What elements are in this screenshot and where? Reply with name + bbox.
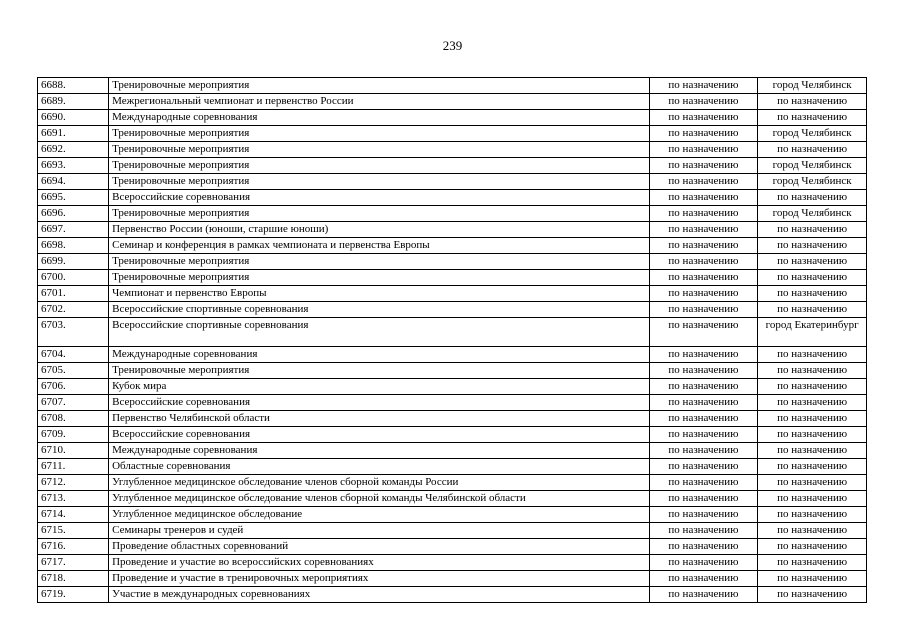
event-name-cell: Семинары тренеров и судей (109, 523, 649, 539)
table-row (38, 411, 867, 427)
table-row (38, 222, 867, 238)
venue-cell: по назначению (649, 206, 758, 222)
event-name-cell: Чемпионат и первенство Европы (109, 286, 649, 302)
event-name-cell: Всероссийские соревнования (109, 190, 649, 206)
table-row (38, 254, 867, 270)
row-number-cell: 6691. (38, 126, 109, 142)
venue-cell: по назначению (649, 238, 758, 254)
events-table-body (38, 78, 867, 603)
location-cell: по назначению (758, 254, 867, 270)
event-name-cell: Тренировочные мероприятия (109, 270, 649, 286)
row-number-cell: 6700. (38, 270, 109, 286)
table-row (38, 174, 867, 190)
event-name-cell: Тренировочные мероприятия (109, 174, 649, 190)
row-number-cell: 6703. (38, 318, 109, 347)
table-row (38, 110, 867, 126)
venue-cell: по назначению (649, 126, 758, 142)
venue-cell: по назначению (649, 523, 758, 539)
table-row (38, 190, 867, 206)
table-row (38, 158, 867, 174)
venue-cell: по назначению (649, 318, 758, 347)
event-name-cell: Тренировочные мероприятия (109, 363, 649, 379)
location-cell: по назначению (758, 363, 867, 379)
location-cell: по назначению (758, 395, 867, 411)
location-cell: город Челябинск (758, 158, 867, 174)
venue-cell: по назначению (649, 411, 758, 427)
table-row (38, 142, 867, 158)
events-table (37, 77, 867, 603)
venue-cell: по назначению (649, 142, 758, 158)
row-number-cell: 6692. (38, 142, 109, 158)
location-cell: по назначению (758, 443, 867, 459)
row-number-cell: 6696. (38, 206, 109, 222)
table-row (38, 555, 867, 571)
event-name-cell: Всероссийские спортивные соревнования (109, 302, 649, 318)
table-row (38, 347, 867, 363)
table-row (38, 318, 867, 347)
table-row (38, 94, 867, 110)
event-name-cell: Всероссийские соревнования (109, 395, 649, 411)
row-number-cell: 6695. (38, 190, 109, 206)
venue-cell: по назначению (649, 427, 758, 443)
location-cell: город Челябинск (758, 206, 867, 222)
row-number-cell: 6709. (38, 427, 109, 443)
table-row (38, 395, 867, 411)
event-name-cell: Участие в международных соревнованиях (109, 587, 649, 603)
page-number: 239 (442, 38, 463, 53)
venue-cell: по назначению (649, 443, 758, 459)
table-row (38, 379, 867, 395)
table-row (38, 475, 867, 491)
event-name-cell: Первенство России (юноши, старшие юноши) (109, 222, 649, 238)
table-row (38, 507, 867, 523)
venue-cell: по назначению (649, 347, 758, 363)
location-cell: по назначению (758, 238, 867, 254)
event-name-cell: Кубок мира (109, 379, 649, 395)
venue-cell: по назначению (649, 491, 758, 507)
event-name-cell: Всероссийские спортивные соревнования (109, 318, 649, 347)
table-row (38, 523, 867, 539)
row-number-cell: 6707. (38, 395, 109, 411)
venue-cell: по назначению (649, 507, 758, 523)
event-name-cell: Тренировочные мероприятия (109, 254, 649, 270)
location-cell: по назначению (758, 347, 867, 363)
table-row (38, 587, 867, 603)
location-cell: по назначению (758, 302, 867, 318)
row-number-cell: 6716. (38, 539, 109, 555)
location-cell: по назначению (758, 475, 867, 491)
location-cell: по назначению (758, 94, 867, 110)
table-row (38, 427, 867, 443)
venue-cell: по назначению (649, 158, 758, 174)
event-name-cell: Межрегиональный чемпионат и первенство России (109, 94, 649, 110)
venue-cell: по назначению (649, 475, 758, 491)
venue-cell: по назначению (649, 539, 758, 555)
table-row (38, 363, 867, 379)
venue-cell: по назначению (649, 110, 758, 126)
event-name-cell: Областные соревнования (109, 459, 649, 475)
venue-cell: по назначению (649, 270, 758, 286)
row-number-cell: 6715. (38, 523, 109, 539)
event-name-cell: Тренировочные мероприятия (109, 78, 649, 94)
event-name-cell: Тренировочные мероприятия (109, 158, 649, 174)
location-cell: город Челябинск (758, 126, 867, 142)
location-cell: по назначению (758, 110, 867, 126)
table-row (38, 206, 867, 222)
row-number-cell: 6711. (38, 459, 109, 475)
row-number-cell: 6702. (38, 302, 109, 318)
location-cell: город Челябинск (758, 78, 867, 94)
table-row (38, 270, 867, 286)
location-cell: город Екатеринбург (758, 318, 867, 347)
venue-cell: по назначению (649, 78, 758, 94)
venue-cell: по назначению (649, 222, 758, 238)
table-row (38, 238, 867, 254)
row-number-cell: 6697. (38, 222, 109, 238)
event-name-cell: Международные соревнования (109, 443, 649, 459)
event-name-cell: Тренировочные мероприятия (109, 126, 649, 142)
venue-cell: по назначению (649, 174, 758, 190)
row-number-cell: 6706. (38, 379, 109, 395)
table-row (38, 491, 867, 507)
row-number-cell: 6689. (38, 94, 109, 110)
location-cell: по назначению (758, 571, 867, 587)
table-row (38, 571, 867, 587)
location-cell: по назначению (758, 555, 867, 571)
event-name-cell: Тренировочные мероприятия (109, 142, 649, 158)
venue-cell: по назначению (649, 302, 758, 318)
row-number-cell: 6694. (38, 174, 109, 190)
row-number-cell: 6704. (38, 347, 109, 363)
venue-cell: по назначению (649, 571, 758, 587)
row-number-cell: 6713. (38, 491, 109, 507)
row-number-cell: 6690. (38, 110, 109, 126)
event-name-cell: Проведение и участие во всероссийских соревнованиях (109, 555, 649, 571)
location-cell: по назначению (758, 379, 867, 395)
event-name-cell: Международные соревнования (109, 110, 649, 126)
row-number-cell: 6693. (38, 158, 109, 174)
row-number-cell: 6698. (38, 238, 109, 254)
venue-cell: по назначению (649, 94, 758, 110)
event-name-cell: Всероссийские соревнования (109, 427, 649, 443)
event-name-cell: Проведение областных соревнований (109, 539, 649, 555)
venue-cell: по назначению (649, 555, 758, 571)
event-name-cell: Углубленное медицинское обследование членов сборной команды России (109, 475, 649, 491)
row-number-cell: 6710. (38, 443, 109, 459)
event-name-cell: Семинар и конференция в рамках чемпионата и первенства Европы (109, 238, 649, 254)
location-cell: по назначению (758, 142, 867, 158)
row-number-cell: 6699. (38, 254, 109, 270)
location-cell: по назначению (758, 222, 867, 238)
row-number-cell: 6717. (38, 555, 109, 571)
location-cell: по назначению (758, 411, 867, 427)
location-cell: по назначению (758, 539, 867, 555)
event-name-cell: Углубленное медицинское обследование (109, 507, 649, 523)
venue-cell: по назначению (649, 190, 758, 206)
venue-cell: по назначению (649, 587, 758, 603)
row-number-cell: 6701. (38, 286, 109, 302)
venue-cell: по назначению (649, 459, 758, 475)
event-name-cell: Тренировочные мероприятия (109, 206, 649, 222)
location-cell: город Челябинск (758, 174, 867, 190)
venue-cell: по назначению (649, 395, 758, 411)
location-cell: по назначению (758, 190, 867, 206)
event-name-cell: Углубленное медицинское обследование членов сборной команды Челябинской области (109, 491, 649, 507)
table-row (38, 459, 867, 475)
event-name-cell: Первенство Челябинской области (109, 411, 649, 427)
event-name-cell: Проведение и участие в тренировочных мероприятиях (109, 571, 649, 587)
location-cell: по назначению (758, 286, 867, 302)
location-cell: по назначению (758, 523, 867, 539)
event-name-cell: Международные соревнования (109, 347, 649, 363)
venue-cell: по назначению (649, 254, 758, 270)
table-row (38, 78, 867, 94)
location-cell: по назначению (758, 459, 867, 475)
location-cell: по назначению (758, 270, 867, 286)
row-number-cell: 6712. (38, 475, 109, 491)
row-number-cell: 6708. (38, 411, 109, 427)
location-cell: по назначению (758, 507, 867, 523)
venue-cell: по назначению (649, 379, 758, 395)
table-row (38, 539, 867, 555)
venue-cell: по назначению (649, 363, 758, 379)
row-number-cell: 6705. (38, 363, 109, 379)
table-row (38, 286, 867, 302)
venue-cell: по назначению (649, 286, 758, 302)
location-cell: по назначению (758, 491, 867, 507)
table-row (38, 302, 867, 318)
location-cell: по назначению (758, 587, 867, 603)
row-number-cell: 6719. (38, 587, 109, 603)
row-number-cell: 6688. (38, 78, 109, 94)
table-row (38, 443, 867, 459)
row-number-cell: 6714. (38, 507, 109, 523)
table-row (38, 126, 867, 142)
location-cell: по назначению (758, 427, 867, 443)
row-number-cell: 6718. (38, 571, 109, 587)
